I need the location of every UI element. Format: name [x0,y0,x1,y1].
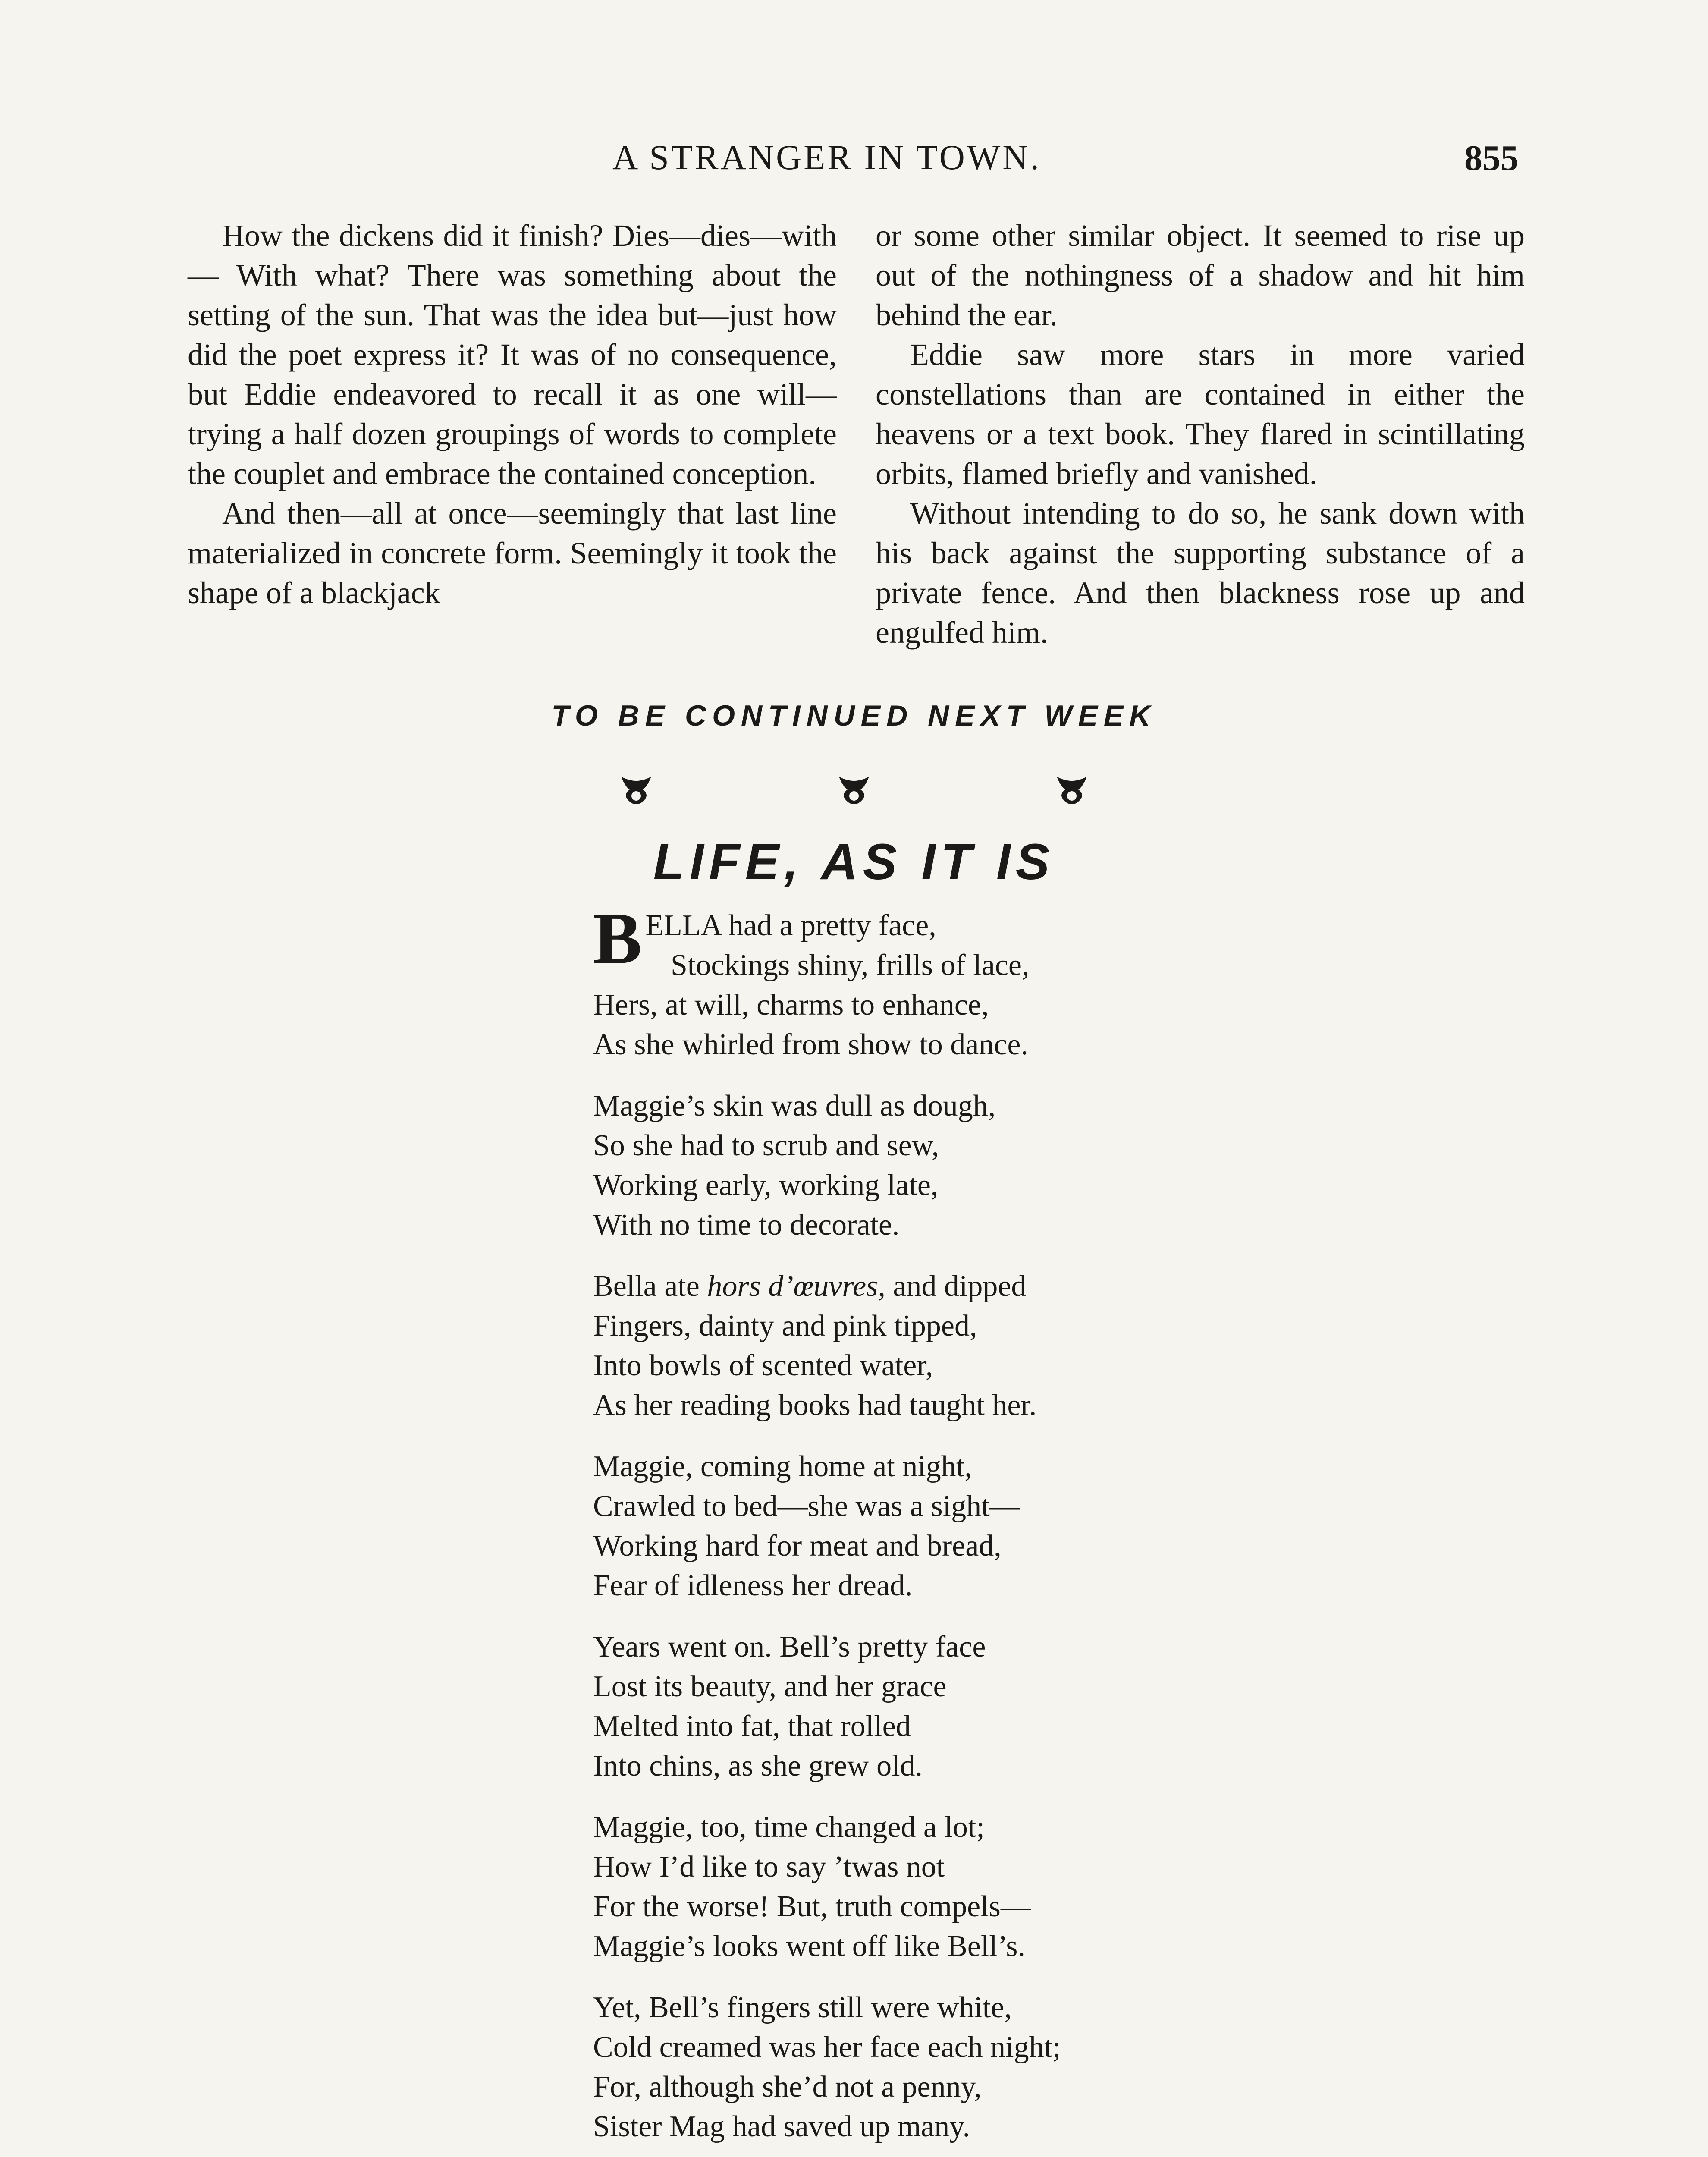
poem-line: As she whirled from show to dance. [593,1028,1028,1061]
paragraph: Eddie saw more stars in more varied constellations than are contained in either the heavens or a text book. They flared in scintillating orbits, flamed briefly and vanished. [876,337,1525,491]
paragraph: or some other similar object. It seemed to rise up out of the nothingness of a shadow and hit him behind the ear. [876,218,1525,332]
poem-line: For, although she’d not a penny, [593,2070,982,2104]
poem-line: Years went on. Bell’s pretty face [593,1630,986,1663]
poem-line: Yet, Bell’s fingers still were white, [593,1991,1012,2024]
poem-line: ELLA had a pretty face, [645,909,936,942]
poem-italic-text: hors d’œuvres, [707,1270,885,1303]
poem-line: Crawled to bed—she was a sight— [593,1490,1020,1523]
poem-line: Fear of idleness her dread. [593,1569,913,1602]
poem-line: Maggie, coming home at night, [593,1450,972,1483]
poem-line: Working hard for meat and bread, [593,1529,1002,1563]
poem-line: As her reading books had taught her. [593,1389,1037,1422]
poem-line: For the worse! But, truth compels— [593,1890,1031,1923]
left-column [188,216,837,695]
poem-line: Lost its beauty, and her grace [593,1670,947,1703]
stanza [593,898,1326,1065]
paragraph: And then—all at once—seemingly that last line materialized in concrete form. Seemingly it took the shape of a blackjack [188,496,837,610]
stanza [593,1988,1326,2147]
right-column [876,216,1525,695]
poem-line: Cold creamed was her face each night; [593,2031,1061,2064]
paragraph: Without intending to do so, he sank down with his back against the supporting substance of a private fence. And then blackness rose up and engulfed him. [876,496,1525,650]
poem-line: Hers, at will, charms to enhance, [593,988,989,1022]
poem [593,898,1326,2157]
poem-text: Bella ate [593,1270,707,1303]
poem-title: LIFE, AS IT IS [653,833,1055,890]
stanza [593,1808,1326,1966]
drop-cap: B [593,898,642,979]
continued-notice: TO BE CONTINUED NEXT WEEK [551,699,1157,732]
poem-line: Maggie’s skin was dull as dough, [593,1089,996,1123]
poem-line: Maggie, too, time changed a lot; [593,1811,985,1844]
fleuron-icon [617,772,656,807]
poem-line: Fingers, dainty and pink tipped, [593,1309,977,1343]
poem-line: Stockings shiny, frills of lace, [671,949,1030,982]
poem-line: Into bowls of scented water, [593,1349,933,1382]
poem-line: Maggie’s looks went off like Bell’s. [593,1930,1025,1963]
paragraph: How the dickens did it finish? Dies—dies—with— With what? There was something about the setting of the sun. That was the idea but—just how did the poet express it? It was of no consequence, but Eddie endeavored to recall it as one will—trying a half dozen groupings of words to complete the couplet and embrace the contained conception. [188,218,837,491]
poem-line: Sister Mag had saved up many. [593,2110,970,2143]
stanza [593,1447,1326,1606]
poem-line: Into chins, as she grew old. [593,1749,923,1783]
running-title: A STRANGER IN TOWN. [612,138,1041,177]
poem-line: Melted into fat, that rolled [593,1710,911,1743]
poem-text: and dipped [885,1270,1027,1303]
fleuron-icon [835,772,873,807]
story-columns [188,216,1525,695]
stanza [593,1267,1326,1425]
poem-line: Working early, working late, [593,1169,939,1202]
poem-line [593,1267,1326,1306]
stanza [593,1086,1326,1245]
poem-line: With no time to decorate. [593,1208,900,1242]
poem-line: How I’d like to say ’twas not [593,1850,945,1883]
poem-line: So she had to scrub and sew, [593,1129,939,1162]
fleuron-icon [1052,772,1091,807]
page-number: 855 [1464,138,1519,178]
ornament-divider [617,772,1091,811]
stanza [593,1627,1326,1786]
